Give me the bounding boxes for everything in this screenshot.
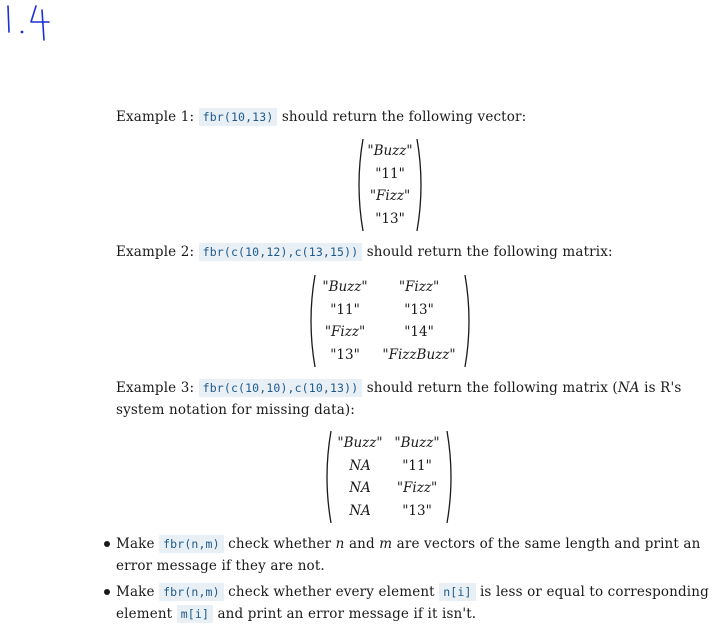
left-paren [306, 274, 316, 368]
right-paren [416, 138, 426, 232]
matrix-cell: "13" [330, 346, 360, 363]
matrix-cell: "13" [402, 502, 432, 519]
matrix-cell: NA [349, 502, 371, 519]
matrix-cell: "Buzz" [394, 435, 440, 451]
example-1-vector [354, 138, 426, 232]
matrix-cell: "Buzz" [337, 435, 383, 451]
example-3-line: Example 3: fbr(c(10,10),c(10,13)) should return the following matrix (NA is R's [116, 380, 682, 396]
example-3-line-2: system notation for missing data): [116, 402, 356, 418]
example-2-line: Example 2: fbr(c(10,12),c(13,15)) should return the following matrix: [116, 244, 613, 260]
bullet-2-code-mi: m[i] [177, 605, 213, 623]
matrix-cell: "Buzz" [367, 143, 413, 159]
example-2-matrix [306, 274, 474, 368]
bullet-2-code: fbr(n,m) [159, 583, 224, 601]
bullet-2-line: Make fbr(n,m) check whether every element n[i] is less or equal to corresponding [116, 584, 709, 600]
example-1-line: Example 1: fbr(10,13) should return the following vector: [116, 109, 527, 125]
bullet-dot [104, 589, 110, 595]
matrix-cell: "Fizz" [398, 279, 440, 295]
bullet-1-code: fbr(n,m) [159, 535, 224, 553]
bullet-1-line-2: error message if they are not. [116, 558, 325, 574]
bullet-2-code-ni: n[i] [439, 583, 475, 601]
example-3-code: fbr(c(10,10),c(10,13)) [199, 379, 363, 397]
bullet-2-line-2: element m[i] and print an error message if it isn't. [116, 606, 477, 622]
matrix-cell: "11" [330, 301, 360, 318]
example-3-matrix [322, 430, 456, 524]
matrix-cell: "Buzz" [322, 279, 368, 295]
bullet-dot [104, 541, 110, 547]
left-paren [354, 138, 364, 232]
matrix-grid [316, 274, 464, 368]
matrix-cell: "13" [404, 301, 434, 318]
matrix-cell: "14" [404, 324, 434, 340]
vector-column [364, 138, 416, 232]
left-paren [322, 430, 332, 524]
matrix-cell: "11" [375, 165, 405, 182]
matrix-cell: "Fizz" [369, 188, 411, 204]
example-1-code: fbr(10,13) [199, 108, 278, 126]
matrix-cell: "11" [402, 457, 432, 474]
matrix-cell: NA [349, 457, 371, 474]
matrix-cell: "Fizz" [324, 324, 366, 340]
matrix-cell: NA [349, 480, 371, 496]
matrix-cell: "13" [375, 210, 405, 227]
right-paren [464, 274, 474, 368]
example-2-code: fbr(c(10,12),c(13,15)) [199, 243, 363, 261]
bullet-1-line: Make fbr(n,m) check whether n and m are vectors of the same length and print an [116, 536, 701, 552]
matrix-cell: "FizzBuzz" [382, 346, 456, 363]
handwritten-heading [2, 0, 62, 50]
matrix-grid [332, 430, 446, 524]
right-paren [446, 430, 456, 524]
matrix-cell: "Fizz" [396, 480, 438, 496]
